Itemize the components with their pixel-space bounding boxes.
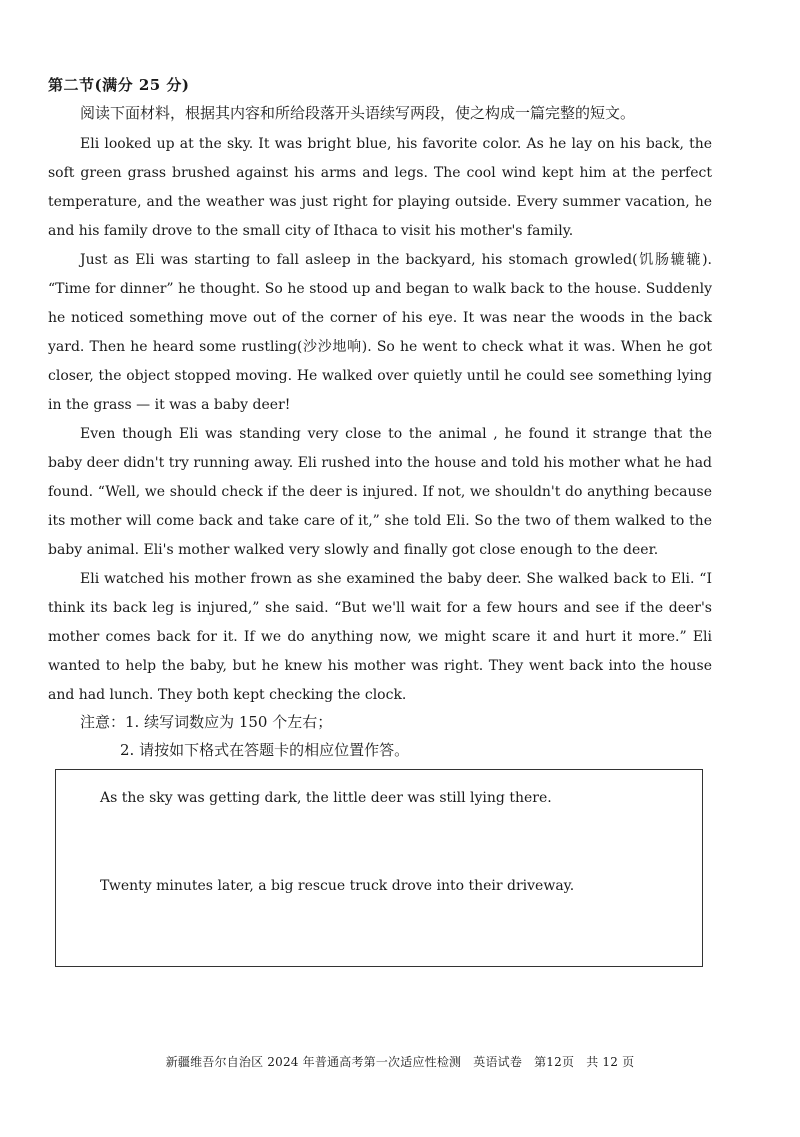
note-word-count: 注意：1. 续写词数应为 150 个左右； xyxy=(80,713,333,731)
footer-exam-title: 新疆维吾尔自治区 2024 年普通高考第一次适应性检测 xyxy=(165,1055,462,1069)
passage-paragraph-3: Even though Eli was standing very close to the animal , he found it strange that the baby deer didn't try running away. Eli rushed into the house and told his mother what he had found. “Well, we should check if the deer is injured. If not, we shouldn't do anything because its mother will come back and take care of it,” she told Eli. So the two of them walked to the baby animal. Eli's mother walked very slowly and finally got close enough to the deer. xyxy=(48,426,712,558)
passage-paragraph-2: Just as Eli was starting to fall asleep in the backyard, his stomach growled(饥肠辘辘). “Time for dinner” he thought. So he stood up and began to walk back to the house. Suddenly he noticed something move out of the corner of his eye. It was near the woods in the back yard. Then he heard some rustling(沙沙地响). So he went to check what it was. When he got closer, the object stopped moving. He walked over quietly until he could see something lying in the grass — it was a baby deer! xyxy=(48,252,712,413)
reading-passage xyxy=(48,130,712,710)
footer-subject: 英语试卷 xyxy=(473,1055,523,1069)
note-answer-format: 2. 请按如下格式在答题卡的相应位置作答。 xyxy=(120,741,410,759)
writing-notes xyxy=(80,708,409,764)
footer-total-pages: 共 12 页 xyxy=(586,1055,635,1069)
footer-page-number: 第12页 xyxy=(534,1055,575,1069)
answer-format-box xyxy=(55,769,703,967)
passage-paragraph-4: Eli watched his mother frown as she examined the baby deer. She walked back to Eli. “I think its back leg is injured,” she said. “But we'll wait for a few hours and see if the deer's mother comes back for it. If we do anything now, we might scare it and hurt it more.” Eli wanted to help the baby, but he knew his mother was right. They went back into the house and had lunch. They both kept checking the clock. xyxy=(48,571,712,703)
section-instruction: 阅读下面材料，根据其内容和所给段落开头语续写两段，使之构成一篇完整的短文。 xyxy=(80,104,636,122)
passage-paragraph-1: Eli looked up at the sky. It was bright blue, his favorite color. As he lay on his back, the soft green grass brushed against his arms and legs. The cool wind kept him at the perfect temperature, and the weather was just right for playing outside. Every summer vacation, he and his family drove to the small city of Ithaca to visit his mother's family. xyxy=(48,136,712,239)
paragraph-opening-1: As the sky was getting dark, the little deer was still lying there. xyxy=(100,790,552,806)
paragraph-opening-2: Twenty minutes later, a big rescue truck drove into their driveway. xyxy=(100,878,575,894)
section-title: 第二节(满分 25 分) xyxy=(48,76,190,94)
page-footer xyxy=(0,1053,800,1070)
